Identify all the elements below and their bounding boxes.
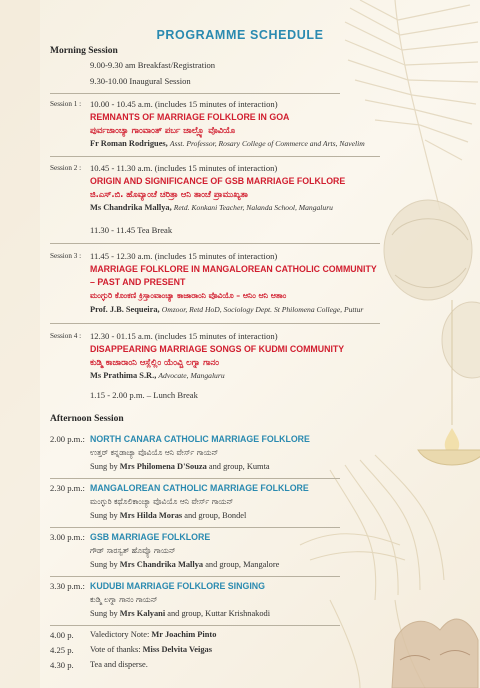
session-title-cont: – PAST AND PRESENT (90, 277, 186, 287)
closing-text: Valedictory Note: Mr Joachim Pinto (90, 630, 217, 639)
session-time: 10.45 - 11.30 a.m. (includes 15 minutes of interaction) (90, 163, 278, 173)
closing-text: Vote of thanks: Miss Delvita Veigas (90, 645, 212, 654)
item-time: 2.00 p.m.: (50, 434, 85, 444)
item-sung-by: Sung by Mrs Kalyani and group, Kuttar Krishnakodi (90, 609, 271, 618)
item-kannada: ಕುಡ್ಮಿ ಲಗ್ನಾ ಗಾನಂ ಗಾಯನ್ (90, 595, 158, 604)
item-title: GSB MARRIAGE FOLKLORE (90, 532, 211, 542)
item-kannada: ಗೌಡ್ ಸಾರಸ್ವತ್ ಹೊವ್ಯೊ ಗಾಯನ್ (90, 546, 176, 555)
item-kannada: ಉತ್ತರ್ ಕನ್ನಡಾಚ್ಯಾ ವೊವಿಯೊ ಆನಿ ವೇರ್ಸ್ ಗಾಯನ್ (90, 448, 219, 457)
item-title: KUDUBI MARRIAGE FOLKLORE SINGING (90, 581, 265, 591)
session-time: 12.30 - 01.15 a.m. (includes 15 minutes of interaction) (90, 331, 278, 341)
item-sung-by: Sung by Mrs Philomena D'Souza and group, Kumta (90, 462, 270, 471)
session-speaker: Ms Chandrika Mallya, Retd. Konkani Teacher, Nalanda School, Mangaluru (90, 203, 333, 212)
session-title: DISAPPEARING MARRIAGE SONGS OF KUDMI COMMUNITY (90, 344, 345, 354)
session-title: REMNANTS OF MARRIAGE FOLKLORE IN GOA (90, 112, 290, 122)
divider (50, 323, 380, 324)
session-time: 11.45 - 12.30 a.m. (includes 15 minutes of interaction) (90, 251, 278, 261)
divider (50, 243, 380, 244)
session-speaker: Prof. J.B. Sequeira, Omzoor, Retd HoD, Sociology Dept. St Philomena College, Puttur (90, 305, 364, 314)
session-title-kannada: ಪುರ್ವಜಾಂಚ್ಯಾ ಗಾಂವಾಂತ್ ಪರ್ಬ ಜಾಲ್ಲ್ಯೊ ವೊವಿಯೊ (90, 125, 236, 135)
session-label: Session 1 : (50, 100, 82, 108)
divider (50, 625, 340, 626)
afternoon-session-heading: Afternoon Session (50, 414, 124, 424)
session-label: Session 3 : (50, 252, 82, 260)
item-time: 2.30 p.m.: (50, 483, 85, 493)
session-speaker: Ms Prathima S.R., Advocate, Mangaluru (90, 371, 225, 380)
divider (50, 156, 380, 157)
closing-time: 4.25 p. (50, 645, 74, 655)
session-title: MARRIAGE FOLKLORE IN MANGALOREAN CATHOLIC COMMUNITY (90, 264, 377, 274)
item-title: MANGALOREAN CATHOLIC MARRIAGE FOLKLORE (90, 483, 309, 493)
session-time: 10.00 - 10.45 a.m. (includes 15 minutes of interaction) (90, 99, 278, 109)
item-sung-by: Sung by Mrs Chandrika Mallya and group, Mangalore (90, 560, 280, 569)
session-label: Session 4 : (50, 332, 82, 340)
closing-text: Tea and disperse. (90, 660, 148, 669)
closing-time: 4.30 p. (50, 660, 74, 670)
morning-session-heading: Morning Session (50, 46, 118, 56)
tea-break: 11.30 - 11.45 Tea Break (90, 225, 173, 235)
divider (50, 93, 340, 94)
item-time: 3.30 p.m.: (50, 581, 85, 591)
breakfast-line: 9.00-9.30 am Breakfast/Registration (90, 60, 216, 70)
divider (50, 478, 340, 479)
page-title: PROGRAMME SCHEDULE (156, 28, 324, 42)
session-label: Session 2 : (50, 164, 82, 172)
item-time: 3.00 p.m.: (50, 532, 85, 542)
item-title: NORTH CANARA CATHOLIC MARRIAGE FOLKLORE (90, 434, 310, 444)
item-sung-by: Sung by Mrs Hilda Moras and group, Bondel (90, 511, 247, 520)
divider (50, 527, 340, 528)
session-title-kannada: ಜಿ.ಎಸ್.ಬಿ. ಹೊವ್ಯಾಂಚೆ ಚರಿತ್ರಾ ಆನಿ ತಾಂಚೆ ಪ್ರಾಮುಖ್ಯತಾ (90, 189, 248, 199)
session-title-kannada: ಮಂಗ್ಳುರಿ ಕೊಂಕಣಿ ಕ್ರಿಸ್ತಾಂವಾಂಚ್ಯಾ ಕಾಜಾರಾಂನಿ ವೊವಿಯೊ – ಆನಿಂ ಆನಿ ಆತಾಂ (90, 291, 287, 300)
item-kannada: ಮಂಗ್ಳುರಿ ಕಥೊಲಿಕಾಂಚ್ಯಾ ವೊವಿಯೊ ಆನಿ ವೇರ್ಸ್ ಗಾಯನ್ (90, 497, 234, 506)
session-title: ORIGIN AND SIGNIFICANCE OF GSB MARRIAGE FOLKLORE (90, 176, 346, 186)
closing-time: 4.00 p. (50, 630, 74, 640)
divider (50, 576, 340, 577)
session-speaker: Fr Roman Rodrigues, Asst. Professor, Rosary College of Commerce and Arts, Navelim (90, 139, 365, 148)
session-title-kannada: ಕುಡ್ಮಿ ಕಾಜಾರಾಂನಿ ಆಸ್ಲೆಲ್ಲಿಂ ಯೆಂವ್ಚಿ ಲಗ್ನಾ ಗಾನಂ (90, 357, 219, 367)
inaugural-line: 9.30-10.00 Inaugural Session (90, 76, 191, 86)
lunch-break: 1.15 - 2.00 p.m. – Lunch Break (90, 390, 198, 400)
